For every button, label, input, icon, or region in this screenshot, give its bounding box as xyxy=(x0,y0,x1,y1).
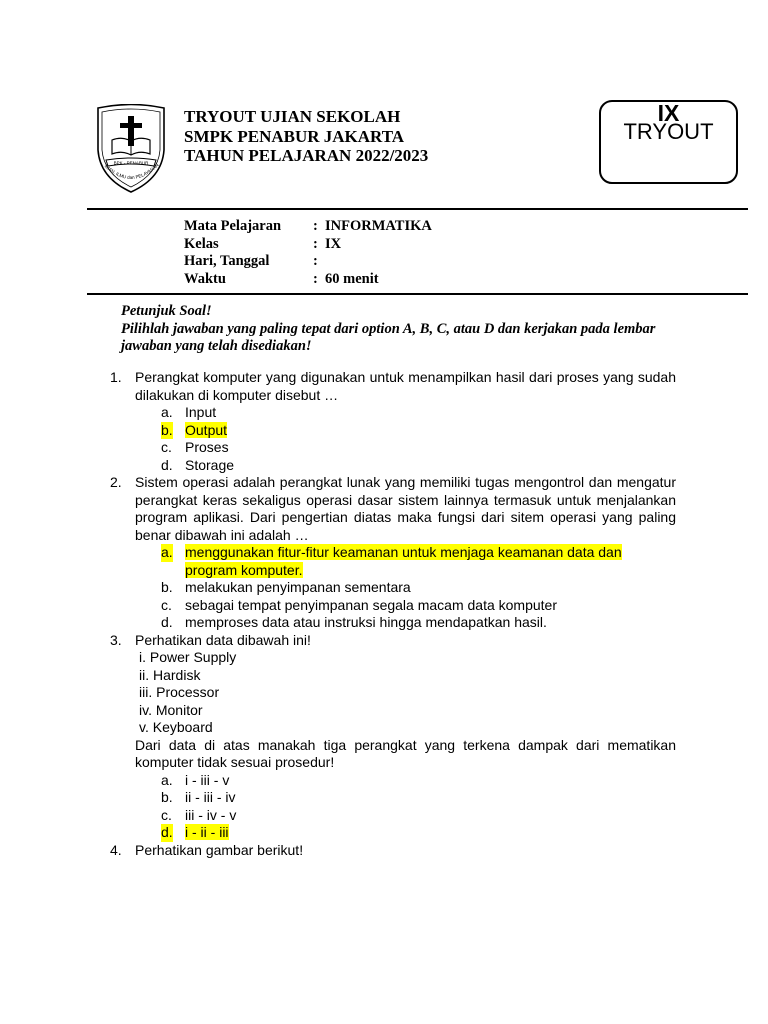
info-colon: : xyxy=(313,235,318,252)
info-colon: : xyxy=(313,253,318,269)
title-line-2: SMPK PENABUR JAKARTA xyxy=(184,126,405,146)
info-row-class xyxy=(184,236,432,254)
option-d xyxy=(135,614,676,632)
option-letter: b. xyxy=(161,789,173,805)
option-text: Input xyxy=(185,404,217,420)
data-list-item: v. Keyboard xyxy=(139,719,213,735)
option-a xyxy=(135,404,676,422)
option-text-highlighted: Output xyxy=(185,421,228,438)
question-text: Perhatikan gambar berikut! xyxy=(135,841,304,858)
info-colon: : xyxy=(313,270,318,287)
info-row-subject xyxy=(184,218,432,236)
option-letter: c. xyxy=(161,439,172,455)
question-followup-text: Dari data di atas manakah tiga perangkat yang terkena dampak dari mematikan komputer tidak sesuai prosedur! xyxy=(135,736,676,770)
question-number: 3. xyxy=(110,631,122,648)
data-list-item: iii. Processor xyxy=(139,684,220,700)
option-text: Proses xyxy=(185,439,229,455)
option-letter: d. xyxy=(161,456,173,473)
option-d xyxy=(135,457,676,475)
tryout-badge xyxy=(599,100,738,184)
option-text: melakukan penyimpanan sementara xyxy=(185,579,411,595)
question-3 xyxy=(110,632,676,842)
option-b xyxy=(135,579,676,597)
info-value: 60 menit xyxy=(325,270,379,287)
option-text: i - iii - v xyxy=(185,771,230,788)
info-row-time xyxy=(184,271,432,289)
option-letter: c. xyxy=(161,596,172,613)
question-2 xyxy=(110,474,676,632)
option-text: memproses data atau instruksi hingga mendapatkan hasil. xyxy=(185,614,547,630)
school-logo xyxy=(92,104,170,196)
exam-info xyxy=(184,218,432,288)
question-number: 1. xyxy=(110,369,122,385)
question-4 xyxy=(110,842,676,860)
option-a xyxy=(135,772,676,790)
info-value: IX xyxy=(325,235,342,252)
header-divider-top xyxy=(87,208,748,210)
logo-motto-text: IMAN, ILMU dan PELAYANAN xyxy=(103,162,160,181)
question-text: Perhatikan data dibawah ini! xyxy=(135,631,311,648)
data-list-item: iv. Monitor xyxy=(139,701,203,718)
info-label: Waktu xyxy=(184,270,226,287)
question-number: 4. xyxy=(110,841,122,858)
option-b xyxy=(135,789,676,807)
option-text: ii - iii - iv xyxy=(185,789,236,805)
option-d xyxy=(135,824,676,842)
option-letter: c. xyxy=(161,806,172,823)
question-text: Sistem operasi adalah perangkat lunak yang memiliki tugas mengontrol dan mengatur perangkat keras sekaligus operasi dasar sistem lainnya termasuk untuk menjalankan program aplikasi. Dari pengertian diatas maka fungsi dari sitem operasi yang paling benar dibawah ini adalah … xyxy=(135,474,676,543)
logo-banner-text: BPK - PENABUR xyxy=(113,160,149,166)
option-b xyxy=(135,422,676,440)
instructions-title: Petunjuk Soal! xyxy=(121,303,212,319)
instructions xyxy=(121,303,681,356)
info-label: Kelas xyxy=(184,235,219,252)
option-text-highlighted: menggunakan fitur-fitur keamanan untuk menjaga keamanan data dan program komputer. xyxy=(185,544,622,578)
info-value: INFORMATIKA xyxy=(325,218,432,234)
option-letter: d. xyxy=(161,824,173,840)
option-letter: b. xyxy=(161,579,173,595)
question-list xyxy=(110,369,676,859)
header-divider-bottom xyxy=(87,293,748,295)
instructions-text: Pilihlah jawaban yang paling tepat dari option A, B, C, atau D dan kerjakan pada lembar jawaban yang telah disediakan! xyxy=(121,320,656,354)
option-c xyxy=(135,597,676,615)
option-text: Storage xyxy=(185,456,235,473)
option-letter: a. xyxy=(161,404,173,420)
option-letter: d. xyxy=(161,614,173,630)
tryout-label: TRYOUT xyxy=(623,119,714,144)
option-text: iii - iv - v xyxy=(185,806,237,823)
info-label: Hari, Tanggal xyxy=(184,253,270,269)
option-c xyxy=(135,439,676,457)
title-line-3: TAHUN PELAJARAN 2022/2023 xyxy=(184,146,429,165)
option-text-highlighted: i - ii - iii xyxy=(185,824,229,840)
option-letter: a. xyxy=(161,771,173,788)
question-text: Perangkat komputer yang digunakan untuk menampilkan hasil dari proses yang sudah dilakukan di komputer disebut … xyxy=(135,369,676,403)
info-row-date xyxy=(184,253,432,271)
exam-title xyxy=(184,107,428,166)
info-label: Mata Pelajaran xyxy=(184,218,282,234)
option-letter: a. xyxy=(161,544,173,560)
data-list-item: i. Power Supply xyxy=(139,649,237,665)
info-colon: : xyxy=(313,218,318,234)
option-text: sebagai tempat penyimpanan segala macam data komputer xyxy=(185,596,557,613)
title-line-1: TRYOUT UJIAN SEKOLAH xyxy=(184,107,401,126)
tryout-grade: IX xyxy=(657,100,680,126)
question-number: 2. xyxy=(110,474,122,490)
option-a xyxy=(135,544,676,579)
option-letter: b. xyxy=(161,421,173,438)
question-1 xyxy=(110,369,676,474)
option-c xyxy=(135,807,676,825)
data-list-item: ii. Hardisk xyxy=(139,666,201,683)
